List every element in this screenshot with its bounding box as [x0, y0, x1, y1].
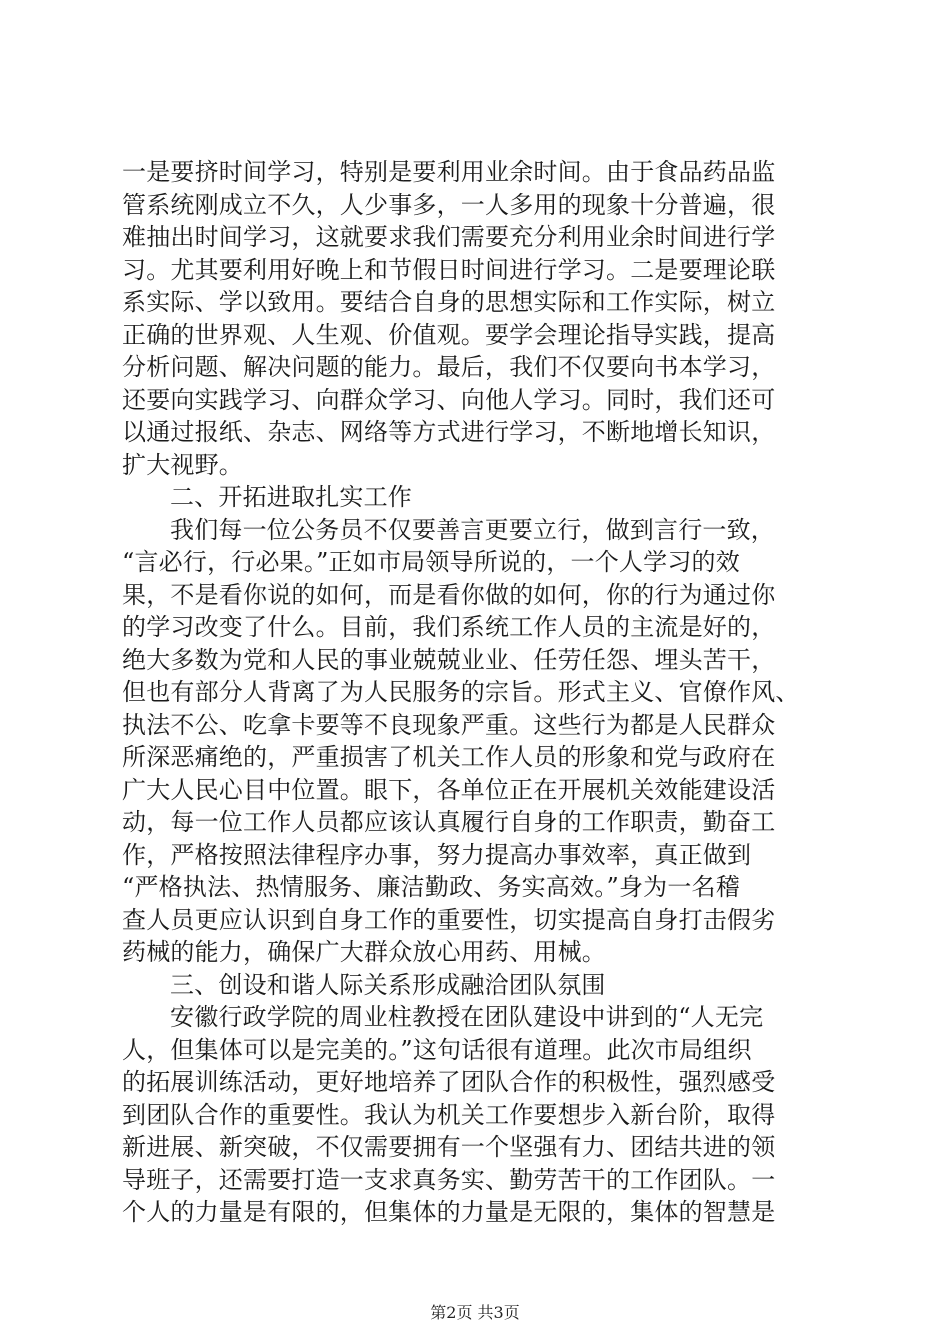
text-line: 广大人民心目中位置。眼下，各单位正在开展机关效能建设活 — [122, 775, 776, 804]
text-line: 还要向实践学习、向群众学习、向他人学习。同时，我们还可 — [122, 385, 776, 414]
text-line: 查人员更应认识到自身工作的重要性，切实提高自身打击假劣 — [122, 905, 776, 934]
text-line: 我们每一位公务员不仅要善言更要立行，做到言行一致， — [170, 515, 775, 544]
text-line: 一是要挤时间学习，特别是要利用业余时间。由于食品药品监 — [122, 158, 776, 186]
text-line: 人，但集体可以是完美的。”这句话很有道理。此次市局组织 — [122, 1035, 752, 1064]
text-line: 分析问题、解决问题的能力。最后，我们不仅要向书本学习， — [122, 353, 776, 381]
text-line: 扩大视野。 — [122, 450, 243, 479]
page-footer — [0, 1300, 950, 1323]
document-body — [122, 156, 832, 1229]
section-heading: 二、开拓进取扎实工作 — [170, 483, 412, 511]
text-line: 执法不公、吃拿卡要等不良现象严重。这些行为都是人民群众 — [122, 710, 776, 739]
text-line: 药械的能力，确保广大群众放心用药、用械。 — [122, 938, 606, 966]
text-line: 以通过报纸、杂志、网络等方式进行学习，不断地增长知识， — [122, 418, 776, 446]
text-line: 习。尤其要利用好晚上和节假日时间进行学习。二是要理论联 — [122, 255, 776, 284]
text-line: 的拓展训练活动，更好地培养了团队合作的积极性，强烈感受 — [122, 1068, 776, 1096]
text-line: “严格执法、热情服务、廉洁勤政、务实高效。”身为一名稽 — [122, 873, 740, 901]
section-heading: 三、创设和谐人际关系形成融洽团队氛围 — [170, 970, 606, 999]
text-line: 到团队合作的重要性。我认为机关工作要想步入新台阶，取得 — [122, 1100, 776, 1129]
text-line: 难抽出时间学习，这就要求我们需要充分利用业余时间进行学 — [122, 223, 776, 251]
text-line: 个人的力量是有限的，但集体的力量是无限的，集体的智慧是 — [122, 1198, 776, 1226]
text-line: 系实际、学以致用。要结合自身的思想实际和工作实际，树立 — [122, 288, 776, 316]
text-line: 但也有部分人背离了为人民服务的宗旨。形式主义、官僚作风、 — [122, 678, 800, 706]
page-number: 第2页 共3页 — [430, 1303, 520, 1322]
text-line: 管系统刚成立不久，人少事多，一人多用的现象十分普遍，很 — [122, 190, 776, 219]
text-line: 的学习改变了什么。目前，我们系统工作人员的主流是好的， — [122, 613, 776, 641]
text-line: 果，不是看你说的如何，而是看你做的如何，你的行为通过你 — [122, 580, 776, 609]
text-line: 正确的世界观、人生观、价值观。要学会理论指导实践，提高 — [122, 320, 776, 349]
text-line: 安徽行政学院的周业柱教授在团队建设中讲到的“人无完 — [170, 1003, 764, 1031]
text-line: 所深恶痛绝的，严重损害了机关工作人员的形象和党与政府在 — [122, 743, 776, 771]
text-line: 动，每一位工作人员都应该认真履行自身的工作职责，勤奋工 — [122, 808, 776, 836]
text-line: 导班子，还需要打造一支求真务实、勤劳苦干的工作团队。一 — [122, 1165, 776, 1194]
text-line: “言必行，行必果。”正如市局领导所说的，一个人学习的效 — [122, 548, 740, 576]
text-line: 绝大多数为党和人民的事业兢兢业业、任劳任怨、埋头苦干， — [122, 645, 776, 674]
text-line: 新进展、新突破，不仅需要拥有一个坚强有力、团结共进的领 — [122, 1133, 776, 1161]
text-line: 作，严格按照法律程序办事，努力提高办事效率，真正做到 — [122, 840, 752, 869]
